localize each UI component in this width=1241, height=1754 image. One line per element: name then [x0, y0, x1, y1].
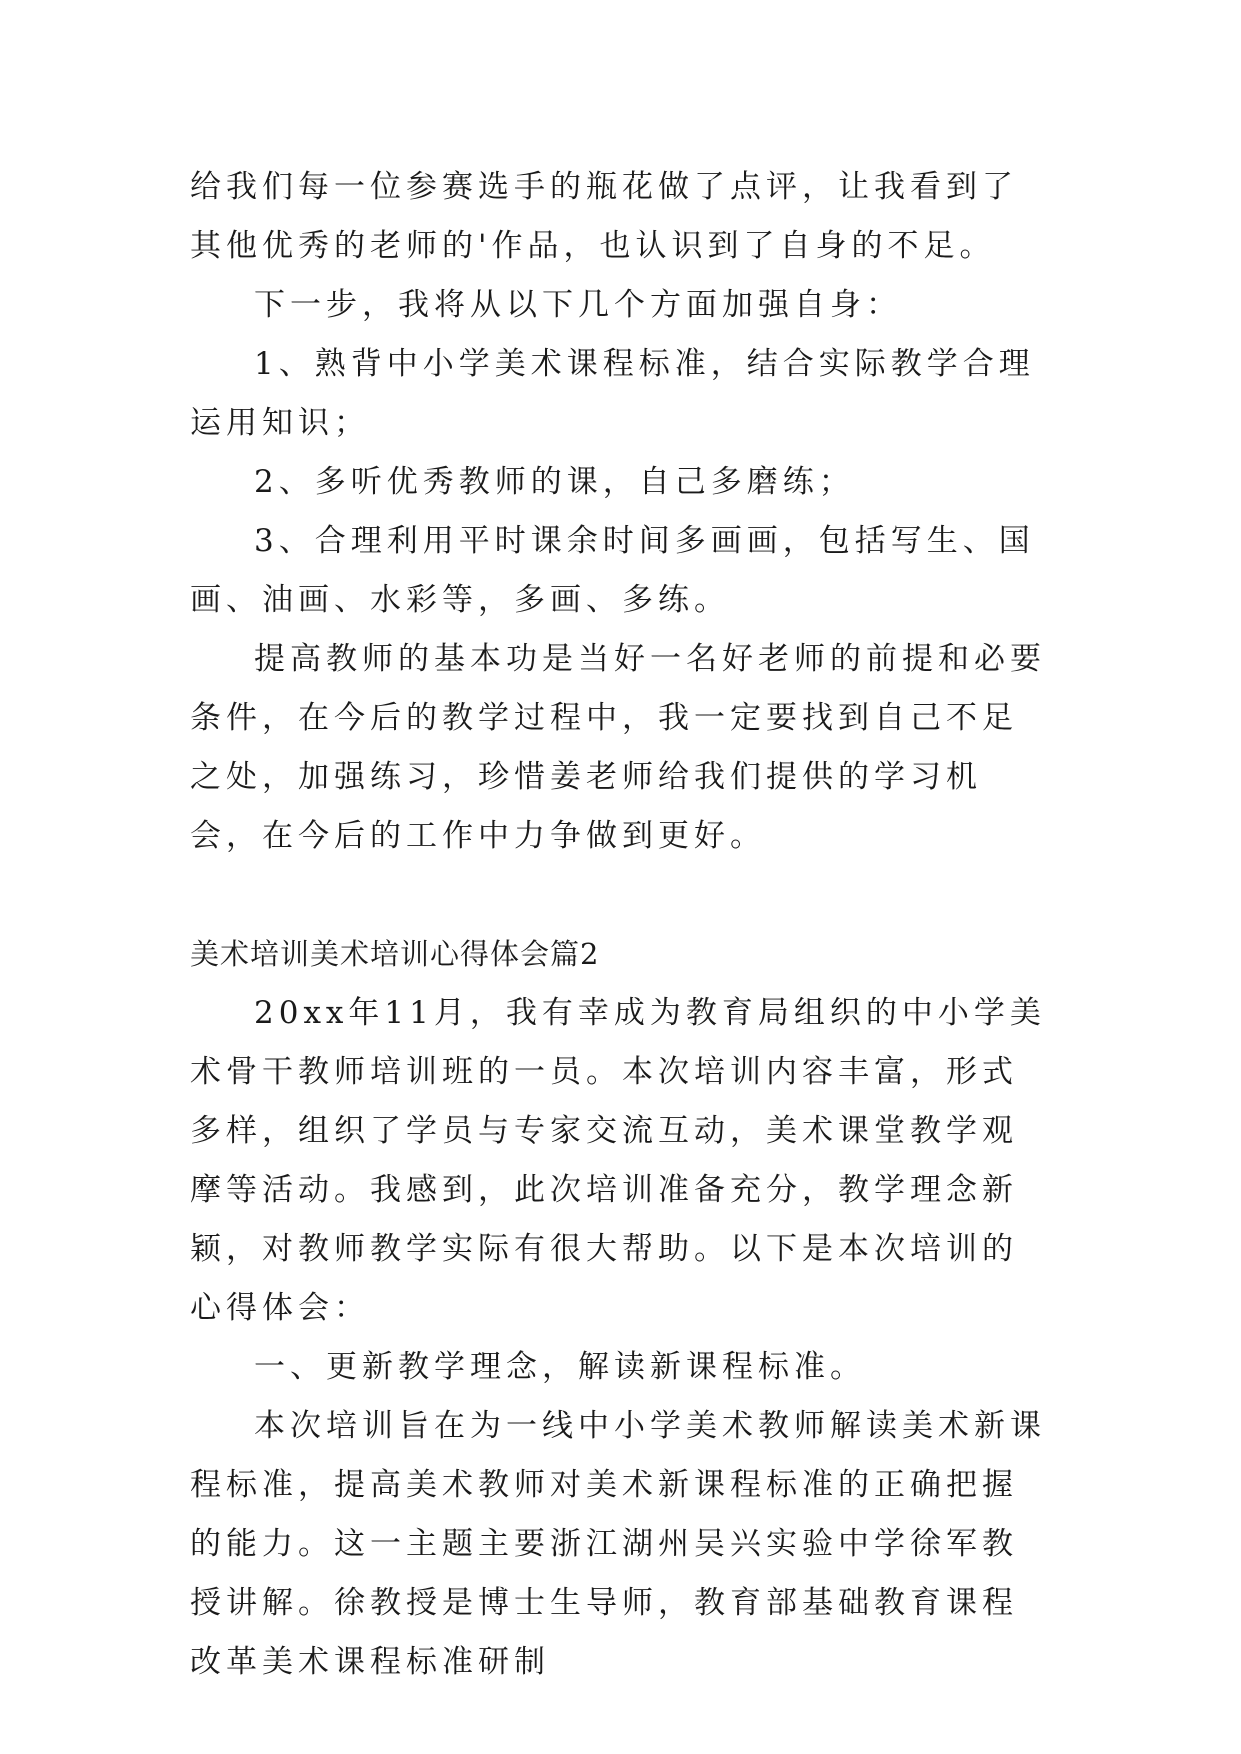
- list-item: 1、熟背中小学美术课程标准，结合实际教学合理运用知识；: [190, 346, 1035, 441]
- section-spacer: [190, 866, 1050, 925]
- paragraph: 一、更新教学理念，解读新课程标准。: [254, 1349, 866, 1385]
- paragraph: 20xx年11月，我有幸成为教育局组织的中小学美术骨干教师培训班的一员。本次培训内容丰富，形式多样，组织了学员与专家交流互动，美术课堂教学观摩等活动。我感到，此次培训准备充分，教学理念新颖，对教师教学实际有很大帮助。以下是本次培训的心得体会：: [190, 995, 1046, 1326]
- section-heading: 美术培训美术培训心得体会篇2: [190, 937, 600, 971]
- paragraph: 提高教师的基本功是当好一名好老师的前提和必要条件，在今后的教学过程中，我一定要找到自己不足之处，加强练习，珍惜姜老师给我们提供的学习机会，在今后的工作中力争做到更好。: [190, 641, 1046, 854]
- document-body: [190, 158, 1050, 1692]
- paragraph: 下一步，我将从以下几个方面加强自身：: [254, 287, 902, 323]
- paragraph: 本次培训旨在为一线中小学美术教师解读美术新课程标准，提高美术教师对美术新课程标准的正确把握的能力。这一主题主要浙江湖州吴兴实验中学徐军教授讲解。徐教授是博士生导师，教育部基础教育课程改革美术课程标准研制: [190, 1408, 1046, 1680]
- list-item: 3、合理利用平时课余时间多画画，包括写生、国画、油画、水彩等，多画、多练。: [190, 523, 1035, 618]
- paragraph: 给我们每一位参赛选手的瓶花做了点评，让我看到了其他优秀的老师的'作品，也认识到了自身的不足。: [190, 169, 1018, 264]
- list-item: 2、多听优秀教师的课，自己多磨练；: [254, 464, 855, 500]
